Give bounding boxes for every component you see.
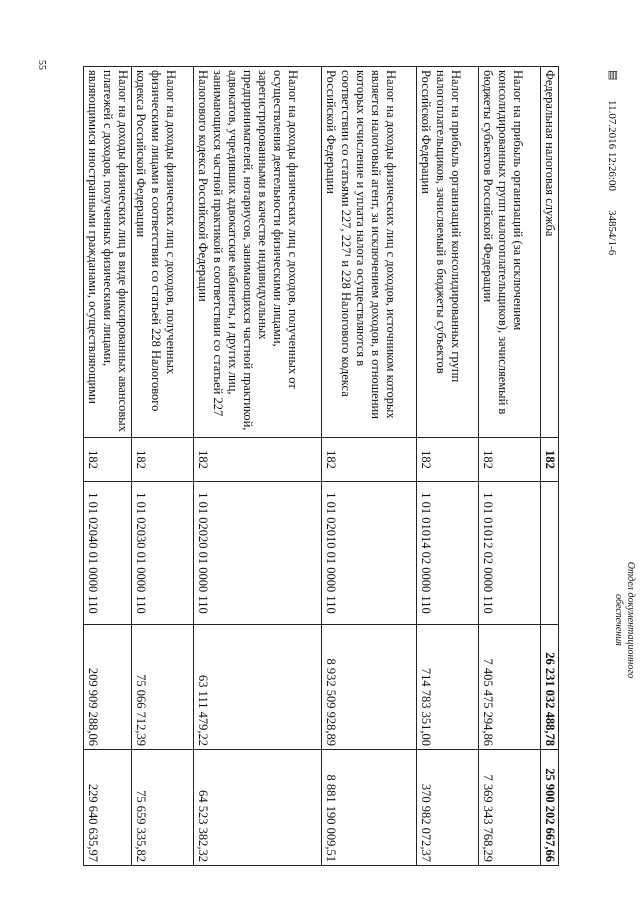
- row-code: 182: [132, 438, 194, 482]
- table-row: [194, 67, 322, 866]
- row-kbk: 1 01 02030 01 0000 110: [132, 482, 194, 625]
- page-footer: [560, 70, 636, 890]
- rotated-page-content: [86, 66, 559, 865]
- agency-code: 182: [541, 438, 559, 482]
- row-name: Налог на прибыль организаций консолидированных групп налогоплательщиков, зачисляемый в бюджеты субъектов Российской Федерации: [417, 67, 479, 438]
- table-header-row: [541, 67, 559, 866]
- row-name: Налог на доходы физических лиц с доходов, полученных от осуществления деятельности физическими лицами, зарегистрированными в качестве индивидуальных предпринимателей, нотариусов, занимающихся частной практикой, адвокатов, учредивших адвокатские кабинеты, и других лиц, занимающихся частной практикой в соответствии со статьей 227 Налогового кодекса Российской Федерации: [194, 67, 322, 438]
- row-name: Налог на доходы физических лиц с доходов, источником которых является налоговый агент, за исключением доходов, в отношении которых исчисление и уплата налога осуществляются в соответствии со статьями 227, 227¹ и 228 Налогового кодекса Российской Федерации: [322, 67, 417, 438]
- row-kbk: 1 01 01012 02 0000 110: [479, 482, 541, 625]
- row-value2: 8 881 190 009,51: [322, 750, 417, 866]
- table-row: [479, 67, 541, 866]
- agency-value2: 25 900 202 667,66: [541, 750, 559, 866]
- row-value2: 229 640 635,97: [84, 750, 132, 866]
- row-value1: 8 932 509 928,89: [322, 625, 417, 750]
- row-name: Налог на доходы физических лиц с доходов, полученных физическими лицами в соответствии со статьей 228 Налогового кодекса Российской Федерации: [132, 67, 194, 438]
- agency-kbk: [541, 482, 559, 625]
- row-value1: 7 405 475 294,86: [479, 625, 541, 750]
- row-code: 182: [194, 438, 322, 482]
- row-code: 182: [322, 438, 417, 482]
- footer-doc-number: 34854/1-6: [606, 210, 618, 256]
- row-code: 182: [417, 438, 479, 482]
- row-value2: 7 369 343 768,29: [479, 750, 541, 866]
- row-value1: 209 909 288,06: [84, 625, 132, 750]
- row-value2: 64 523 382,32: [194, 750, 322, 866]
- row-name: Налог на прибыль организаций (за исключением консолидированных групп налогоплательщиков), зачисляемый в бюджеты субъектов Российской Федерации: [479, 67, 541, 438]
- stamp-icon: ▤: [607, 70, 619, 81]
- footer-department: Отдел документационного обеспечения: [613, 561, 636, 679]
- row-kbk: 1 01 02010 01 0000 110: [322, 482, 417, 625]
- table-row: [84, 67, 132, 866]
- row-value2: 370 982 072,37: [417, 750, 479, 866]
- row-kbk: 1 01 02040 01 0000 110: [84, 482, 132, 625]
- row-kbk: 1 01 01014 02 0000 110: [417, 482, 479, 625]
- row-value2: 75 659 335,82: [132, 750, 194, 866]
- revenue-table: [83, 66, 559, 866]
- page-number: 55: [36, 60, 47, 70]
- footer-datetime: 11.07.2016 12:26:00: [606, 100, 618, 191]
- table-row: [132, 67, 194, 866]
- agency-value1: 26 231 032 488,78: [541, 625, 559, 750]
- row-value1: 75 066 712,39: [132, 625, 194, 750]
- agency-name: Федеральная налоговая служба: [541, 67, 559, 438]
- row-name: Налог на доходы физических лиц в виде фиксированных авансовых платежей с доходов, полученных физическими лицами, являющимися иностранными гражданами, осуществляющими: [84, 67, 132, 438]
- table-row: [322, 67, 417, 866]
- row-code: 182: [84, 438, 132, 482]
- row-value1: 63 111 479,22: [194, 625, 322, 750]
- row-value1: 714 783 351,00: [417, 625, 479, 750]
- row-code: 182: [479, 438, 541, 482]
- row-kbk: 1 01 02020 01 0000 110: [194, 482, 322, 625]
- table-row: [417, 67, 479, 866]
